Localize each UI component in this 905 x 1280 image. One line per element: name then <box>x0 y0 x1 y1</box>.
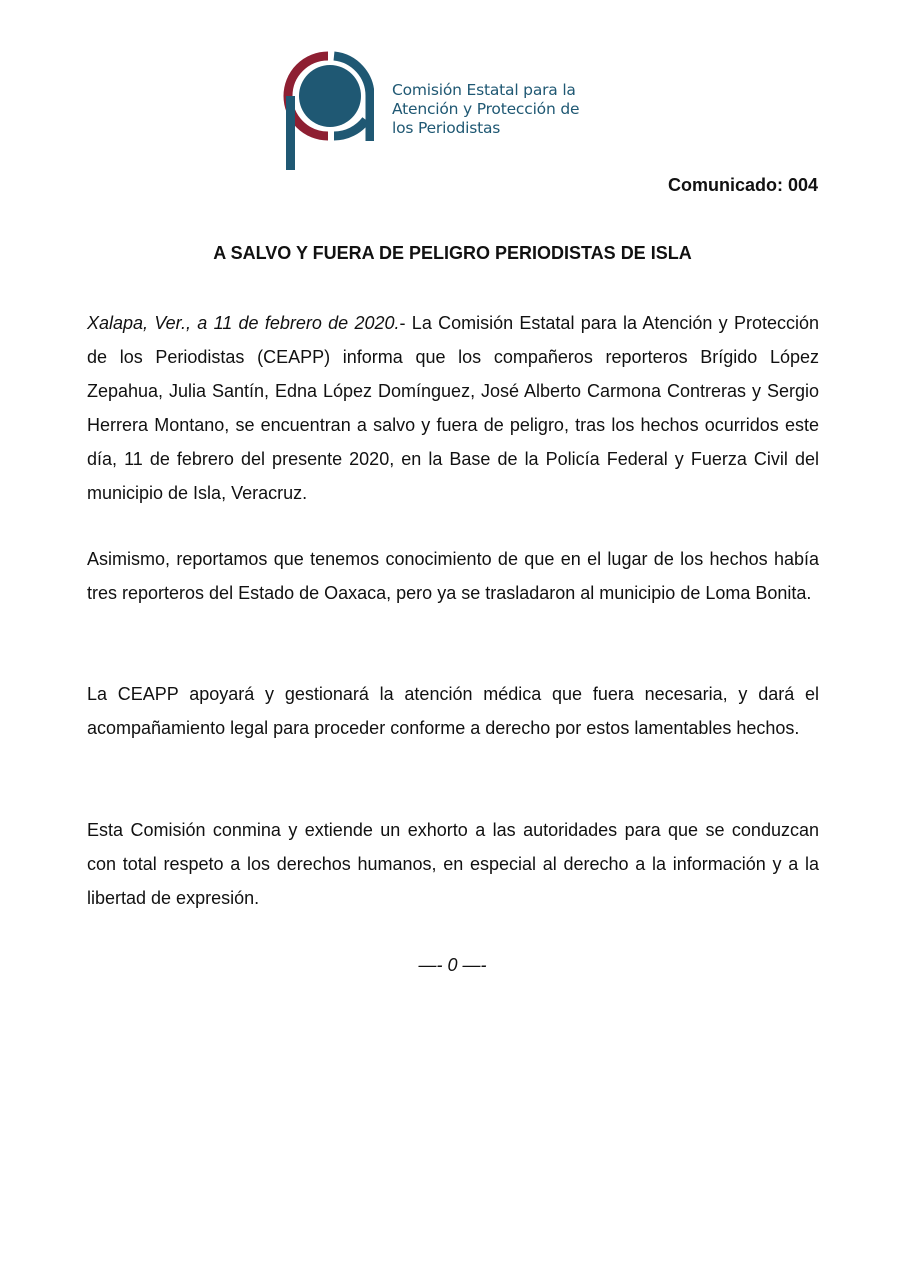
logo-text <box>392 81 579 138</box>
logo-line-3: los Periodistas <box>392 119 501 137</box>
logo-line-2: Atención y Protección de <box>392 100 580 118</box>
ceapp-logo-icon <box>282 50 374 172</box>
ceapp-logo <box>282 50 622 175</box>
paragraph-4: Esta Comisión conmina y extiende un exhorto a las autoridades para que se conduzcan con total respeto a los derechos humanos, en especial al derecho a la información y a la libertad de expresión. <box>87 820 819 908</box>
dateline: Xalapa, Ver., a 11 de febrero de 2020. <box>87 313 400 333</box>
paragraph-1 <box>87 306 819 510</box>
end-mark: —- 0 —- <box>418 955 487 975</box>
paragraph-3: La CEAPP apoyará y gestionará la atención médica que fuera necesaria, y dará el acompañamiento legal para proceder conforme a derecho por estos lamentables hechos. <box>87 684 819 738</box>
paragraph-2: Asimismo, reportamos que tenemos conocimiento de que en el lugar de los hechos había tres reporteros del Estado de Oaxaca, pero ya se trasladaron al municipio de Loma Bonita. <box>87 549 819 603</box>
paragraph-1-text: - La Comisión Estatal para la Atención y Protección de los Periodistas (CEAPP) informa que los compañeros reporteros Brígido López Zepahua, Julia Santín, Edna López Domínguez, José Alberto Carmona Contreras y Sergio Herrera Montano, se encuentran a salvo y fuera de peligro, tras los hechos ocurridos este día, 11 de febrero del presente 2020, en la Base de la Policía Federal y Fuerza Civil del municipio de Isla, Veracruz. <box>87 313 819 503</box>
document-title: A SALVO Y FUERA DE PELIGRO PERIODISTAS DE ISLA <box>213 243 692 263</box>
logo-line-1: Comisión Estatal para la <box>392 81 576 99</box>
comunicado-number: Comunicado: 004 <box>667 175 818 195</box>
